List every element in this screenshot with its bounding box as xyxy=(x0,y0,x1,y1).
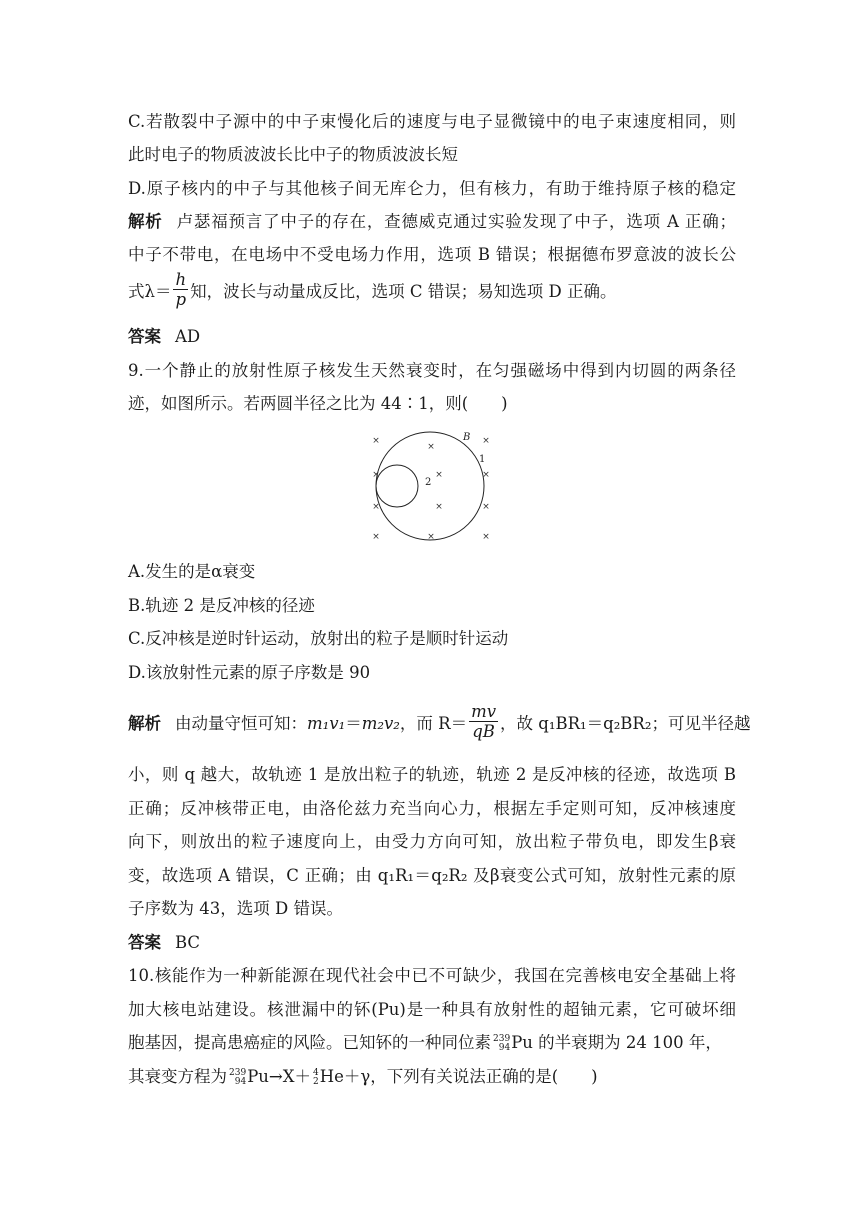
field-symbol: × xyxy=(482,470,490,480)
track-1-label: 1 xyxy=(479,454,486,465)
q9-analysis-text1b: ，而 R＝ xyxy=(399,714,468,733)
q9-option-a: A.发生的是α衰变 xyxy=(128,562,256,581)
tracks-diagram xyxy=(364,428,494,544)
field-symbol: × xyxy=(372,436,380,446)
field-symbol: × xyxy=(435,470,443,480)
pu-isotope-notation xyxy=(493,1035,510,1053)
q8-option-c-line1: C.若散裂中子源中的中子束慢化后的速度与电子显微镜中的电子束速度相同，则 xyxy=(128,112,736,131)
q9-analysis-line1 xyxy=(128,702,751,746)
q8-analysis-text3-post: 知，波长与动量成反比，选项 C 错误；易知选项 D 正确。 xyxy=(190,282,617,301)
q9-analysis-text1c: ，故 q₁BR₁＝q₂BR₂；可见半径越 xyxy=(500,714,751,733)
field-symbol: × xyxy=(482,532,490,542)
q8-answer: AD xyxy=(175,327,201,346)
he-isotope-notation xyxy=(313,1069,319,1087)
q8-analysis-line1 xyxy=(128,210,736,234)
q8-analysis-label: 解析 xyxy=(128,212,163,231)
formula-denominator: p xyxy=(175,290,187,309)
q9-option-d: D.该放射性元素的原子序数是 90 xyxy=(128,663,371,682)
field-label-B: B xyxy=(463,432,471,443)
q8-analysis-text3-pre: 式λ＝ xyxy=(128,282,172,301)
field-symbol: × xyxy=(427,532,435,542)
pu-atomic-number: 94 xyxy=(498,1042,511,1053)
field-symbol: × xyxy=(427,442,435,452)
q10-stem-line3 xyxy=(128,1031,736,1055)
field-symbol: × xyxy=(372,470,380,480)
q10-text4-post: He＋γ，下列有关说法正确的是( ) xyxy=(319,1067,598,1086)
q10-text4-pre: 其衰变方程为 xyxy=(128,1067,227,1086)
q8-analysis-line3 xyxy=(128,272,736,312)
q8-option-d: D.原子核内的中子与其他核子间无库仑力，但有核力，有助于维持原子核的稳定 xyxy=(128,179,736,198)
track-2-label: 2 xyxy=(425,477,432,488)
q9-answer-label: 答案 xyxy=(128,933,161,952)
pu-isotope-notation xyxy=(229,1069,246,1087)
field-symbol: × xyxy=(482,502,490,512)
q9-option-b: B.轨迹 2 是反冲核的径迹 xyxy=(128,596,315,615)
q9-answer-line xyxy=(128,931,736,955)
q9-analysis-line4: 向下，则放出的粒子速度向上，由受力方向可知，放出粒子带负电，即发生β衰 xyxy=(128,832,736,851)
field-symbol: × xyxy=(435,502,443,512)
q8-analysis-line2: 中子不带电，在电场中不受电场力作用，选项 B 错误；根据德布罗意波的波长公 xyxy=(128,245,736,264)
radius-formula-denominator: qB xyxy=(472,722,495,741)
pu-atomic-number: 94 xyxy=(234,1076,247,1087)
q9-analysis-label: 解析 xyxy=(128,714,161,733)
q8-option-c-line2: 此时电子的物质波波长比中子的物质波波长短 xyxy=(128,145,458,164)
he-atomic-number: 2 xyxy=(313,1076,319,1087)
field-symbol: × xyxy=(482,436,490,446)
track-2-circle xyxy=(376,465,418,507)
pu-mass-number: 239 xyxy=(493,1033,511,1044)
radius-formula xyxy=(469,703,498,742)
q8-analysis-text1: 卢瑟福预言了中子的存在，查德威克通过实验发现了中子，选项 A 正确； xyxy=(176,212,736,231)
magnetic-field-figure xyxy=(364,428,494,544)
wavelength-formula xyxy=(173,271,188,310)
q10-text3-post: Pu 的半衰期为 24 100 年， xyxy=(511,1033,722,1052)
q9-analysis-line3: 正确；反冲核带正电，由洛伦兹力充当向心力，根据左手定则可知，反冲核速度 xyxy=(128,799,736,818)
field-symbol: × xyxy=(372,502,380,512)
q10-text3-pre: 胞基因，提高患癌症的风险。已知钚的一种同位素 xyxy=(128,1033,491,1052)
q9-stem-line1: 9.一个静止的放射性原子核发生天然衰变时，在匀强磁场中得到内切圆的两条径 xyxy=(128,361,736,380)
pu-mass-number: 239 xyxy=(229,1067,247,1078)
momentum-1: m₁v₁ xyxy=(307,714,346,733)
field-symbol: × xyxy=(372,532,380,542)
he-mass-number: 4 xyxy=(313,1067,319,1078)
radius-formula-numerator: mv xyxy=(471,702,497,721)
equals-sign: ＝ xyxy=(345,714,362,733)
q10-stem-line1: 10.核能作为一种新能源在现代社会中已不可缺少，我国在完善核电安全基础上将 xyxy=(128,966,736,985)
q8-answer-line xyxy=(128,325,736,349)
q9-analysis-text1a: 由动量守恒可知： xyxy=(175,714,307,733)
formula-numerator: h xyxy=(175,270,187,289)
momentum-2: m₂v₂ xyxy=(361,714,400,733)
q9-analysis-line6: 子序数为 43，选项 D 错误。 xyxy=(128,899,343,918)
q9-analysis-line2: 小，则 q 越大，故轨迹 1 是放出粒子的轨迹，轨迹 2 是反冲核的径迹，故选项 B xyxy=(128,765,736,784)
q10-stem-line2: 加大核电站建设。核泄漏中的钚(Pu)是一种具有放射性的超铀元素，它可破坏细 xyxy=(128,1000,736,1019)
q9-stem-line2: 迹，如图所示。若两圆半径之比为 44∶1，则( ) xyxy=(128,394,508,413)
q8-answer-label: 答案 xyxy=(128,327,161,346)
q9-analysis-line5: 变，故选项 A 错误，C 正确；由 q₁R₁＝q₂R₂ 及β衰变公式可知，放射性元素的原 xyxy=(128,866,736,885)
q10-eq-mid: Pu→X＋ xyxy=(247,1067,311,1086)
q9-answer: BC xyxy=(175,933,201,952)
q9-option-c: C.反冲核是逆时针运动，放射出的粒子是顺时针运动 xyxy=(128,629,509,648)
q10-stem-line4 xyxy=(128,1065,736,1089)
